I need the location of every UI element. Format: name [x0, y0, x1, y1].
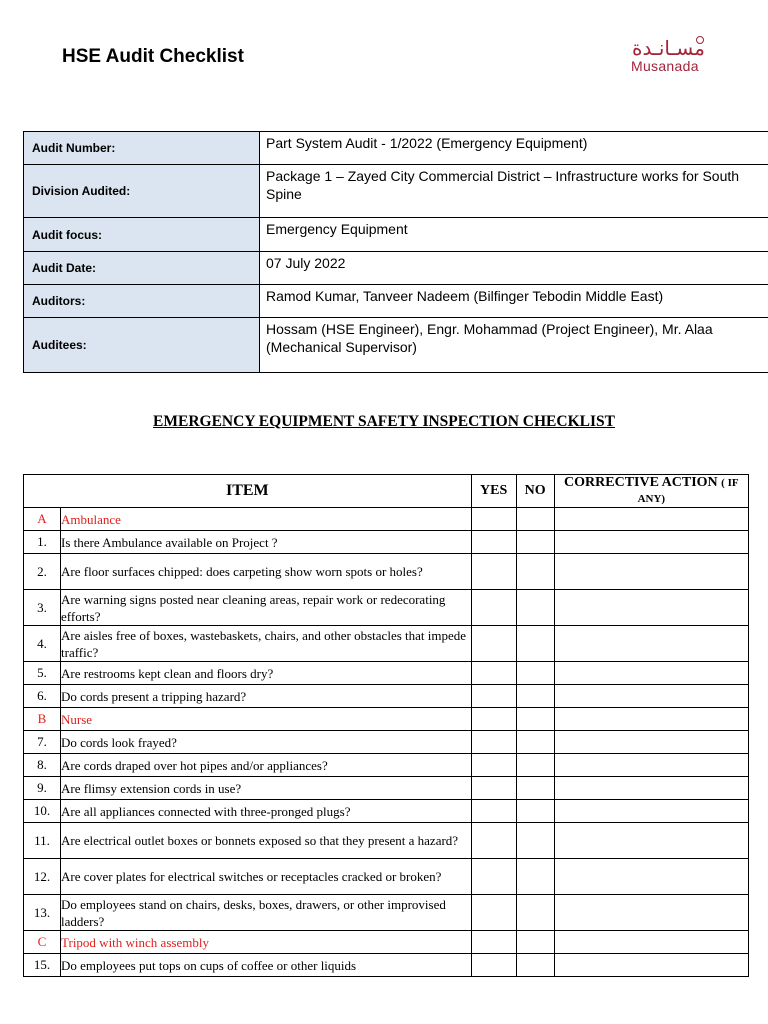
- yes-checkbox-cell[interactable]: [471, 754, 516, 777]
- no-checkbox-cell[interactable]: [516, 777, 554, 800]
- corrective-action-cell[interactable]: [554, 800, 748, 823]
- info-row-audit-number: [24, 132, 768, 165]
- yes-checkbox-cell[interactable]: [471, 731, 516, 754]
- item-text: Are all appliances connected with three-pronged plugs?: [61, 800, 472, 823]
- item-number: B: [24, 708, 61, 731]
- checklist-header-row: [24, 475, 749, 508]
- info-value: Part System Audit - 1/2022 (Emergency Equipment): [260, 132, 768, 165]
- info-row-date: [24, 252, 768, 285]
- item-text: Are cover plates for electrical switches or receptacles cracked or broken?: [61, 859, 472, 895]
- no-checkbox-cell[interactable]: [516, 800, 554, 823]
- no-checkbox-cell[interactable]: [516, 626, 554, 662]
- no-checkbox-cell[interactable]: [516, 859, 554, 895]
- corrective-action-note: ( IF ANY): [637, 477, 739, 505]
- corrective-action-cell[interactable]: [554, 859, 748, 895]
- corrective-action-cell[interactable]: [554, 508, 748, 531]
- item-number: 8.: [24, 754, 61, 777]
- no-checkbox-cell[interactable]: [516, 954, 554, 977]
- yes-checkbox-cell[interactable]: [471, 954, 516, 977]
- info-label: Auditors:: [24, 285, 260, 318]
- yes-checkbox-cell[interactable]: [471, 626, 516, 662]
- info-label: Division Audited:: [24, 165, 260, 218]
- no-checkbox-cell[interactable]: [516, 590, 554, 626]
- item-text: Nurse: [61, 708, 472, 731]
- no-checkbox-cell[interactable]: [516, 731, 554, 754]
- item-text: Do cords present a tripping hazard?: [61, 685, 472, 708]
- corrective-action-label: CORRECTIVE ACTION: [564, 475, 718, 490]
- checklist-section-row: [24, 508, 749, 531]
- yes-checkbox-cell[interactable]: [471, 895, 516, 931]
- item-text: Ambulance: [61, 508, 472, 531]
- item-text: Tripod with winch assembly: [61, 931, 472, 954]
- logo-dot-icon: [696, 36, 704, 44]
- item-text: Do employees put tops on cups of coffee or other liquids: [61, 954, 472, 977]
- yes-checkbox-cell[interactable]: [471, 800, 516, 823]
- corrective-action-cell[interactable]: [554, 931, 748, 954]
- corrective-action-cell[interactable]: [554, 531, 748, 554]
- item-text: Are restrooms kept clean and floors dry?: [61, 662, 472, 685]
- checklist-question-row: [24, 895, 749, 931]
- info-row-auditees: [24, 318, 768, 373]
- checklist-question-row: [24, 662, 749, 685]
- info-row-division: [24, 165, 768, 218]
- item-text: Are floor surfaces chipped: does carpeting show worn spots or holes?: [61, 554, 472, 590]
- info-label: Audit focus:: [24, 218, 260, 252]
- info-value: Ramod Kumar, Tanveer Nadeem (Bilfinger Tebodin Middle East): [260, 285, 768, 318]
- corrective-action-cell[interactable]: [554, 754, 748, 777]
- no-checkbox-cell[interactable]: [516, 554, 554, 590]
- item-text: Are cords draped over hot pipes and/or appliances?: [61, 754, 472, 777]
- no-checkbox-cell[interactable]: [516, 531, 554, 554]
- info-value: Emergency Equipment: [260, 218, 768, 252]
- yes-checkbox-cell[interactable]: [471, 590, 516, 626]
- no-checkbox-cell[interactable]: [516, 895, 554, 931]
- item-number: 2.: [24, 554, 61, 590]
- item-text: Are flimsy extension cords in use?: [61, 777, 472, 800]
- item-number: 3.: [24, 590, 61, 626]
- checklist-question-row: [24, 754, 749, 777]
- yes-checkbox-cell[interactable]: [471, 662, 516, 685]
- no-checkbox-cell[interactable]: [516, 708, 554, 731]
- corrective-action-column-header: [554, 475, 748, 508]
- yes-checkbox-cell[interactable]: [471, 685, 516, 708]
- checklist-section-row: [24, 931, 749, 954]
- checklist-section-row: [24, 708, 749, 731]
- corrective-action-cell[interactable]: [554, 731, 748, 754]
- company-logo: [628, 36, 708, 82]
- no-checkbox-cell[interactable]: [516, 754, 554, 777]
- corrective-action-cell[interactable]: [554, 777, 748, 800]
- corrective-action-cell[interactable]: [554, 626, 748, 662]
- item-number: 12.: [24, 859, 61, 895]
- item-number: 1.: [24, 531, 61, 554]
- corrective-action-cell[interactable]: [554, 554, 748, 590]
- checklist-question-row: [24, 777, 749, 800]
- item-text: Are electrical outlet boxes or bonnets exposed so that they present a hazard?: [61, 823, 472, 859]
- checklist-question-row: [24, 859, 749, 895]
- yes-checkbox-cell[interactable]: [471, 777, 516, 800]
- corrective-action-cell[interactable]: [554, 590, 748, 626]
- info-row-focus: [24, 218, 768, 252]
- info-label: Audit Date:: [24, 252, 260, 285]
- info-value: Package 1 – Zayed City Commercial District – Infrastructure works for South Spine: [260, 165, 768, 218]
- no-checkbox-cell[interactable]: [516, 662, 554, 685]
- checklist-body: [24, 508, 749, 977]
- item-number: 4.: [24, 626, 61, 662]
- info-label: Auditees:: [24, 318, 260, 373]
- checklist-question-row: [24, 554, 749, 590]
- audit-info-table: [23, 131, 768, 373]
- item-number: A: [24, 508, 61, 531]
- item-column-header: ITEM: [24, 475, 472, 508]
- item-text: Do employees stand on chairs, desks, boxes, drawers, or other improvised ladders?: [61, 895, 472, 931]
- item-text: Are aisles free of boxes, wastebaskets, chairs, and other obstacles that impede traffic?: [61, 626, 472, 662]
- yes-checkbox-cell[interactable]: [471, 554, 516, 590]
- checklist-question-row: [24, 823, 749, 859]
- item-number: 5.: [24, 662, 61, 685]
- checklist-question-row: [24, 590, 749, 626]
- item-text: Do cords look frayed?: [61, 731, 472, 754]
- yes-checkbox-cell[interactable]: [471, 823, 516, 859]
- info-value: 07 July 2022: [260, 252, 768, 285]
- corrective-action-cell[interactable]: [554, 954, 748, 977]
- logo-arabic-text: مسـانـدة: [632, 36, 705, 60]
- corrective-action-cell[interactable]: [554, 708, 748, 731]
- checklist-question-row: [24, 800, 749, 823]
- inspection-checklist-table: [23, 474, 749, 977]
- corrective-action-cell[interactable]: [554, 895, 748, 931]
- yes-column-header: YES: [471, 475, 516, 508]
- item-number: 11.: [24, 823, 61, 859]
- item-number: 9.: [24, 777, 61, 800]
- checklist-question-row: [24, 731, 749, 754]
- item-number: 6.: [24, 685, 61, 708]
- checklist-question-row: [24, 626, 749, 662]
- no-checkbox-cell[interactable]: [516, 508, 554, 531]
- item-number: 7.: [24, 731, 61, 754]
- yes-checkbox-cell[interactable]: [471, 531, 516, 554]
- checklist-question-row: [24, 531, 749, 554]
- item-number: 15.: [24, 954, 61, 977]
- corrective-action-cell[interactable]: [554, 685, 748, 708]
- yes-checkbox-cell[interactable]: [471, 859, 516, 895]
- item-text: Are warning signs posted near cleaning areas, repair work or redecorating efforts?: [61, 590, 472, 626]
- no-checkbox-cell[interactable]: [516, 685, 554, 708]
- item-number: C: [24, 931, 61, 954]
- page-title: HSE Audit Checklist: [62, 46, 244, 67]
- info-value: Hossam (HSE Engineer), Engr. Mohammad (Project Engineer), Mr. Alaa (Mechanical Supervisor): [260, 318, 768, 373]
- no-checkbox-cell[interactable]: [516, 823, 554, 859]
- item-number: 13.: [24, 895, 61, 931]
- checklist-title: EMERGENCY EQUIPMENT SAFETY INSPECTION CHECKLIST: [153, 413, 615, 430]
- logo-latin-text: Musanada: [631, 58, 699, 74]
- corrective-action-cell[interactable]: [554, 662, 748, 685]
- item-number: 10.: [24, 800, 61, 823]
- no-checkbox-cell[interactable]: [516, 931, 554, 954]
- checklist-question-row: [24, 685, 749, 708]
- corrective-action-cell[interactable]: [554, 823, 748, 859]
- yes-checkbox-cell[interactable]: [471, 508, 516, 531]
- no-column-header: NO: [516, 475, 554, 508]
- yes-checkbox-cell[interactable]: [471, 931, 516, 954]
- item-text: Is there Ambulance available on Project ?: [61, 531, 472, 554]
- checklist-question-row: [24, 954, 749, 977]
- yes-checkbox-cell[interactable]: [471, 708, 516, 731]
- info-row-auditors: [24, 285, 768, 318]
- info-label: Audit Number:: [24, 132, 260, 165]
